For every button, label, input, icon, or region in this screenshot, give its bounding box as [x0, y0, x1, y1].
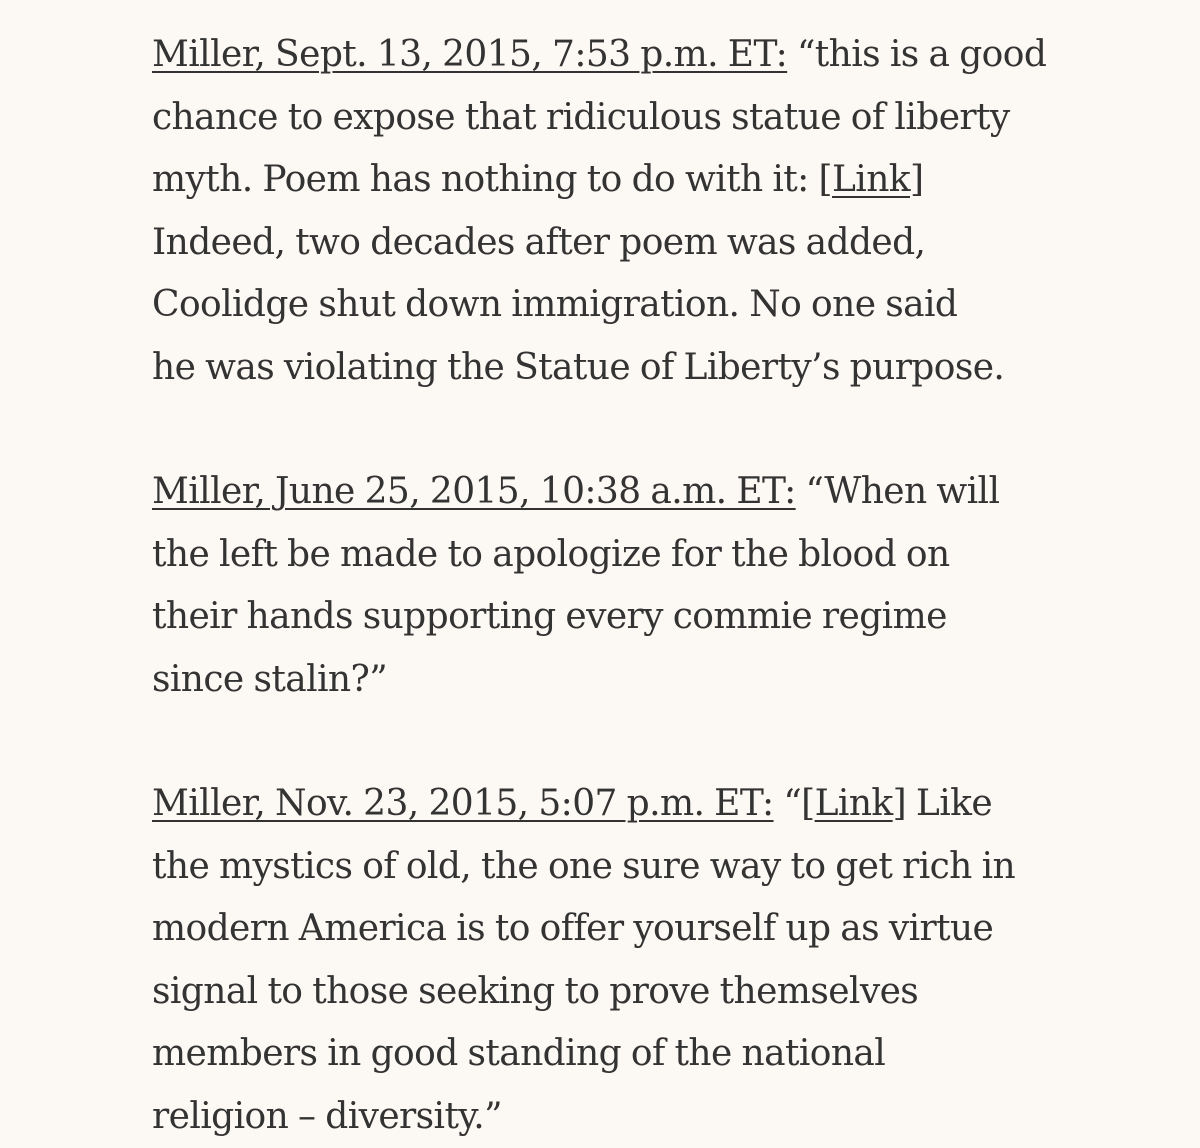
byline-link-1[interactable]: Miller, Sept. 13, 2015, 7:53 p.m. ET:	[152, 34, 788, 75]
quote-entry-2	[152, 461, 1052, 711]
quote-line: Indeed, two decades after poem was added,	[152, 221, 926, 263]
quote-line	[152, 461, 1052, 524]
quote-line: chance to expose that ridiculous statue of liberty	[152, 96, 1010, 138]
quote-text: “When will	[795, 471, 1000, 512]
quote-line: the left be made to apologize for the blood on	[152, 533, 950, 575]
byline-link-2[interactable]: Miller, June 25, 2015, 10:38 a.m. ET:	[152, 471, 796, 512]
quote-text: “this is a good	[787, 34, 1047, 75]
quote-line: their hands supporting every commie regime	[152, 596, 947, 637]
quote-line	[152, 24, 1052, 87]
quote-line: modern America is to offer yourself up as virtue	[152, 908, 994, 949]
quote-line: members in good standing of the national	[152, 1033, 886, 1074]
quote-line: he was violating the Statue of Liberty’s purpose.	[152, 346, 1005, 388]
quote-line: Coolidge shut down immigration. No one said	[152, 284, 958, 325]
source-link-1[interactable]: Link	[831, 159, 911, 200]
source-link-3[interactable]: Link	[814, 783, 893, 824]
quote-line: since stalin?”	[152, 658, 388, 700]
quote-text: ]	[910, 159, 924, 200]
quote-entry-3	[152, 773, 1052, 1148]
article-body	[152, 24, 1052, 1148]
quote-text: “[	[773, 783, 815, 824]
quote-text: myth. Poem has nothing to do with it: [	[152, 159, 832, 200]
quote-line: signal to those seeking to prove themselves	[152, 970, 919, 1012]
quote-entry-1	[152, 24, 1052, 399]
quote-line	[152, 773, 1052, 836]
quote-line: religion – diversity.”	[152, 1095, 502, 1137]
quote-text: ] Like	[892, 783, 993, 824]
byline-link-3[interactable]: Miller, Nov. 23, 2015, 5:07 p.m. ET:	[152, 783, 774, 824]
quote-line: the mystics of old, the one sure way to get rich in	[152, 845, 1016, 887]
quote-line	[152, 149, 1052, 212]
